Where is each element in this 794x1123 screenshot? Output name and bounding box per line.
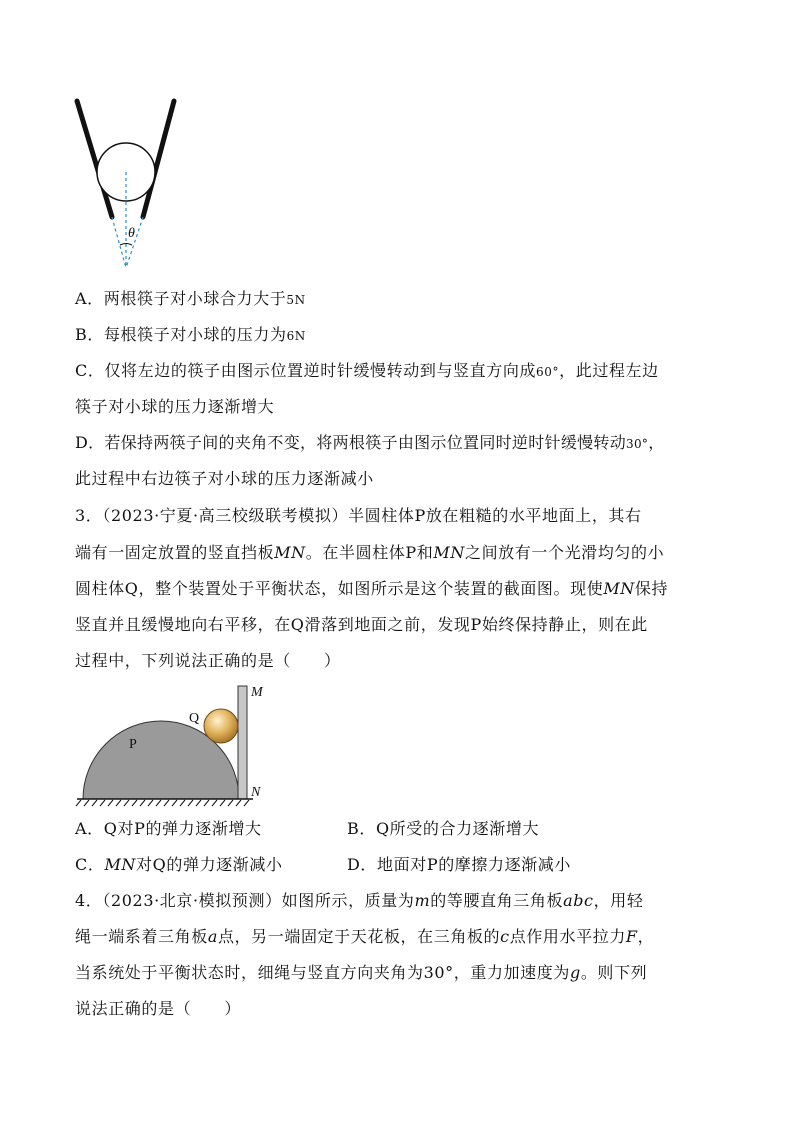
q2-option-c-line1: C．仅将左边的筷子由图示位置逆时针缓慢转动到与竖直方向成60°，此过程左边: [75, 361, 659, 380]
q3-stem-line1: 3．（2023·宁夏·高三校级联考模拟）半圆柱体P放在粗糙的水平地面上，其右: [75, 506, 642, 525]
label-p: P: [129, 737, 137, 752]
q2-option-d-line2: 此过程中右边筷子对小球的压力逐渐减小: [75, 469, 374, 488]
q3-stem-line2: 端有一固定放置的竖直挡板MN。在半圆柱体P和MN之间放有一个光滑均匀的小: [75, 543, 665, 562]
angle-label: θ: [128, 226, 135, 241]
ball-q: [204, 709, 238, 743]
q3-stem-line3: 圆柱体Q，整个装置处于平衡状态，如图所示是这个装置的截面图。现使MN保持: [75, 579, 669, 598]
q3-option-c: C．MN对Q的弹力逐渐减小: [75, 855, 283, 874]
q4-stem-line3: 当系统处于平衡状态时，细绳与竖直方向夹角为30°，重力加速度为g。则下列: [75, 963, 648, 982]
label-n: N: [251, 785, 261, 800]
ground-hatching: [76, 800, 249, 806]
chopsticks-ball-figure: [70, 95, 190, 275]
board-mn: [238, 686, 247, 799]
q3-option-a: A．Q对P的弹力逐渐增大: [75, 819, 262, 838]
q3-stem-line4: 竖直并且缓慢地向右平移，在Q滑落到地面之前，发现P始终保持静止，则在此: [75, 615, 648, 634]
right-dashed-extension: [126, 217, 143, 268]
left-dashed-extension: [112, 217, 126, 268]
q2-option-d-line1: D．若保持两筷子间的夹角不变，将两根筷子由图示位置同时逆时针缓慢转动30°，: [75, 433, 665, 452]
q2-option-b: B．每根筷子对小球的压力为6N: [75, 325, 306, 344]
q3-stem-line5: 过程中，下列说法正确的是（ ）: [75, 651, 341, 670]
q3-option-d: D．地面对P的摩擦力逐渐减小: [347, 855, 571, 874]
label-q: Q: [189, 711, 200, 726]
q4-stem-line4: 说法正确的是（ ）: [75, 999, 242, 1018]
q4-stem-line2: 绳一端系着三角板a点，另一端固定于天花板，在三角板的c点作用水平拉力F，: [75, 927, 655, 946]
q3-option-b: B．Q所受的合力逐渐增大: [347, 819, 540, 838]
q2-option-a: A．两根筷子对小球合力大于5N: [75, 289, 306, 308]
q2-option-c-line2: 筷子对小球的压力逐渐增大: [75, 397, 275, 416]
label-m: M: [251, 685, 263, 700]
q4-stem-line1: 4．（2023·北京·模拟预测）如图所示，质量为m的等腰直角三角板abc，用轻: [75, 891, 644, 910]
half-cylinder-figure: [75, 680, 275, 810]
